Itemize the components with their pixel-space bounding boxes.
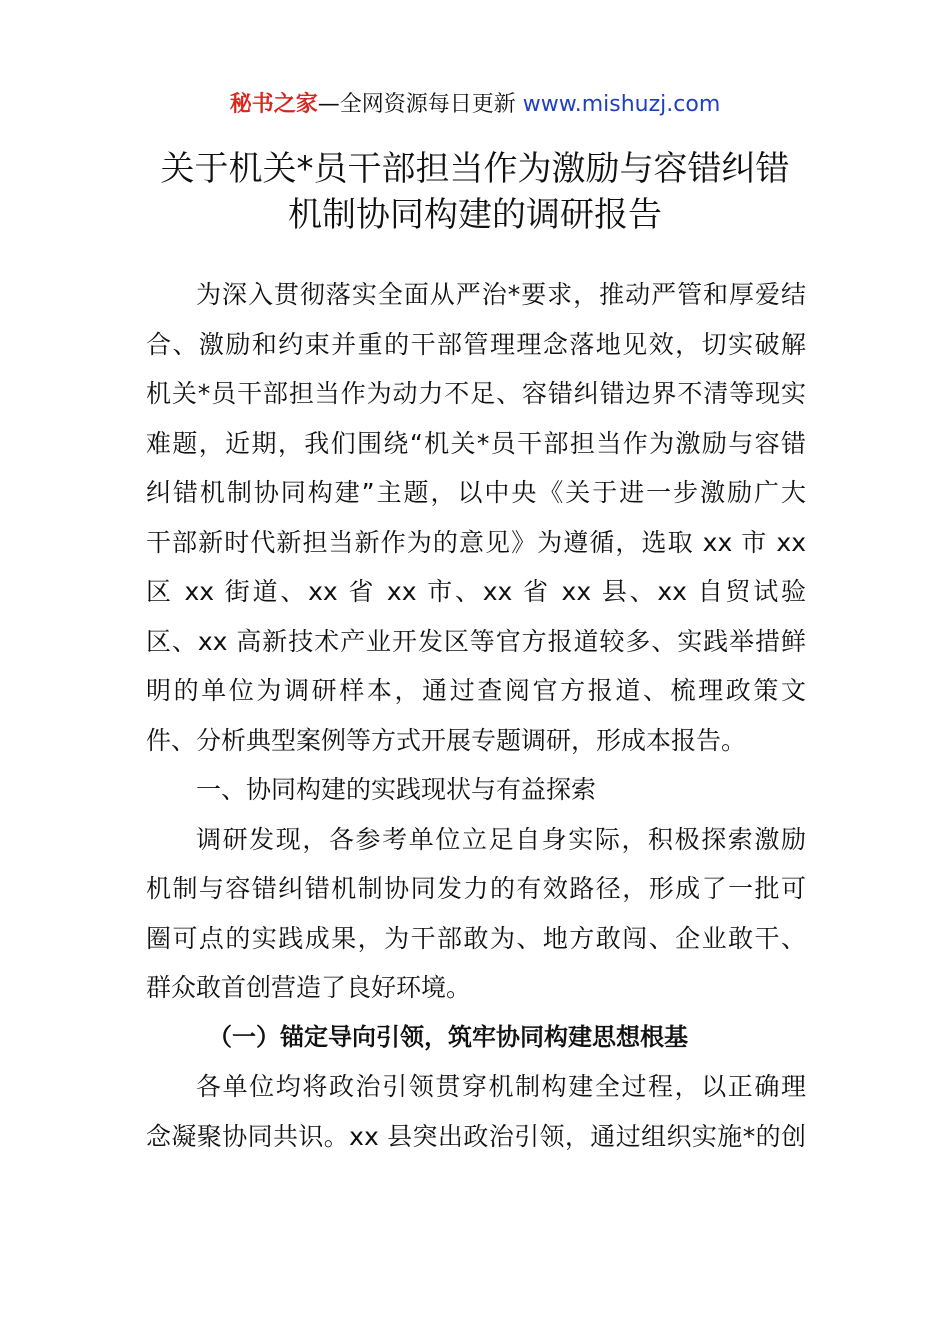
body-line: 合、激励和约束并重的干部管理理念落地见效，切实破解 bbox=[146, 329, 806, 359]
body-line: 念凝聚协同共识。xx 县突出政治引领，通过组织实施*的创 bbox=[146, 1121, 806, 1151]
body-line: 为深入贯彻落实全面从严治*要求，推动严管和厚爱结 bbox=[196, 280, 806, 309]
site-banner bbox=[0, 88, 950, 122]
brand-name: 秘书之家 bbox=[229, 92, 318, 117]
body-line: 调研发现，各参考单位立足自身实际，积极探索激励 bbox=[196, 824, 806, 854]
body-line: 区、xx 高新技术产业开发区等官方报道较多、实践举措鲜 bbox=[146, 626, 806, 656]
site-url: www.mishuzj.com bbox=[522, 92, 721, 117]
body-line: 机制与容错纠错机制协同发力的有效路径，形成了一批可 bbox=[146, 874, 806, 903]
body-line: 区 xx 街道、xx 省 xx 市、xx 省 xx 县、xx 自贸试验 bbox=[146, 577, 806, 606]
title-line-1: 关于机关*员干部担当作为激励与容错纠错 bbox=[160, 149, 790, 189]
document-title bbox=[100, 146, 850, 238]
document-body bbox=[146, 270, 806, 1161]
section-heading: 一、协同构建的实践现状与有益探索 bbox=[196, 775, 597, 804]
banner-tagline: —全网资源每日更新 bbox=[317, 92, 523, 117]
body-line: 纠错机制协同构建”主题，以中央《关于进一步激励广大 bbox=[146, 478, 806, 507]
title-line-2: 机制协同构建的调研报告 bbox=[288, 195, 662, 235]
body-line: 明的单位为调研样本，通过查阅官方报道、梳理政策文 bbox=[146, 676, 806, 705]
subsection-heading: （一）锚定导向引领，筑牢协同构建思想根基 bbox=[208, 1022, 688, 1051]
body-line: 各单位均将政治引领贯穿机制构建全过程，以正确理 bbox=[196, 1072, 806, 1101]
body-line: 群众敢首创营造了良好环境。 bbox=[146, 973, 472, 1002]
body-line: 件、分析典型案例等方式开展专题调研，形成本报告。 bbox=[146, 725, 747, 755]
body-line: 难题，近期，我们围绕“机关*员干部担当作为激励与容错 bbox=[146, 428, 806, 458]
body-line: 机关*员干部担当作为动力不足、容错纠错边界不清等现实 bbox=[146, 379, 806, 408]
body-line: 干部新时代新担当新作为的意见》为遵循，选取 xx 市 xx bbox=[146, 527, 806, 557]
body-line: 圈可点的实践成果，为干部敢为、地方敢闯、企业敢干、 bbox=[146, 923, 806, 953]
